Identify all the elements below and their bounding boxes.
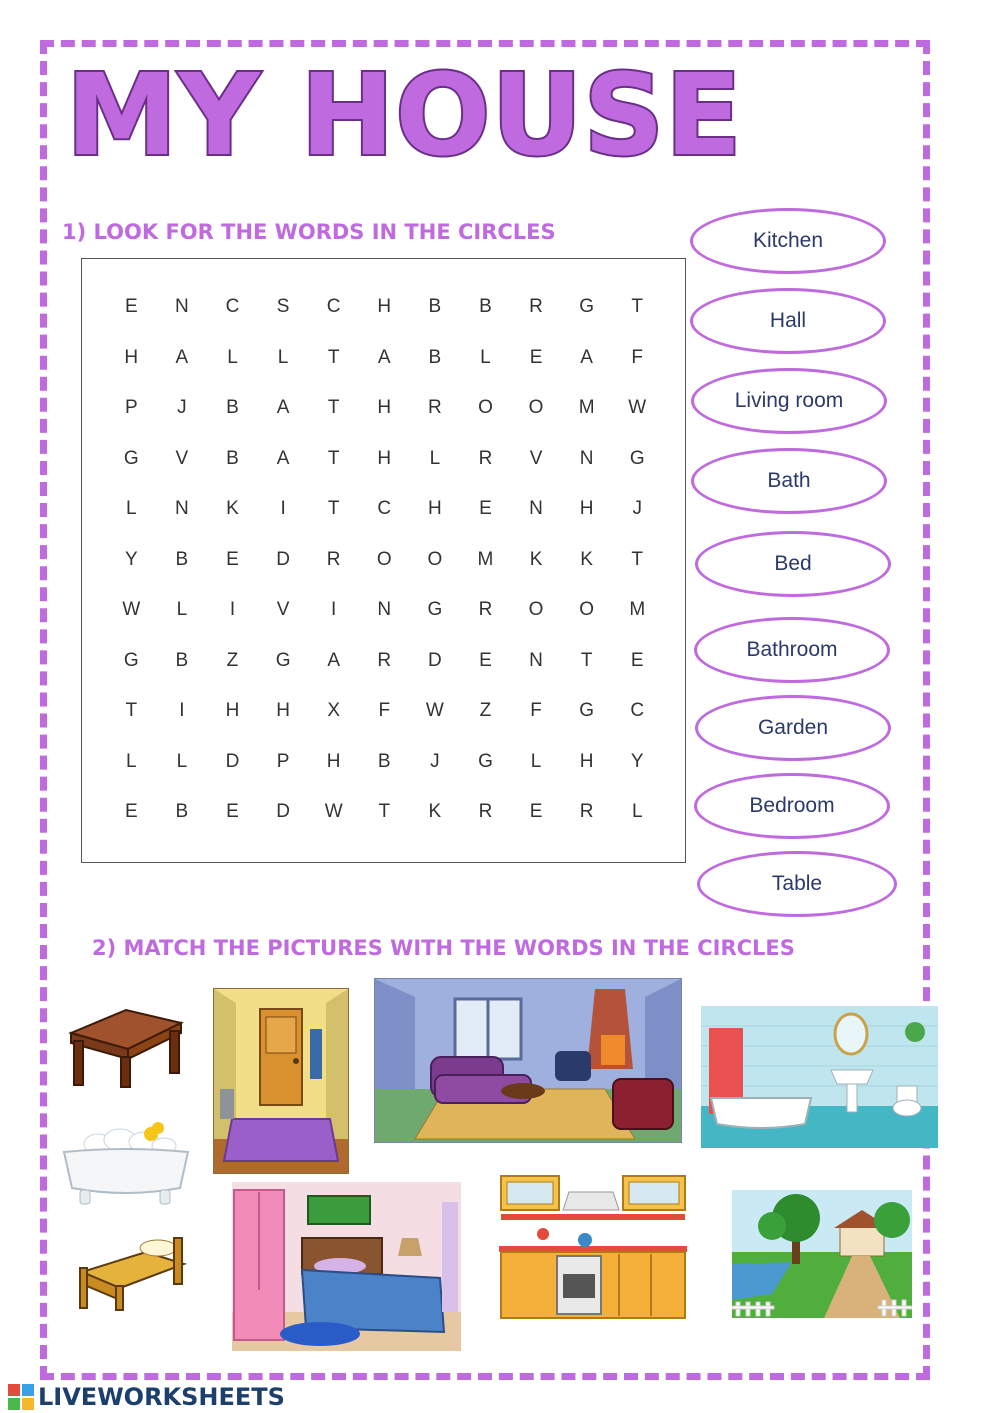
- bathtub-picture[interactable]: [60, 1118, 192, 1210]
- grid-letter[interactable]: H: [427, 498, 442, 520]
- grid-letter[interactable]: T: [631, 548, 644, 570]
- grid-letter[interactable]: D: [276, 801, 290, 823]
- grid-letter[interactable]: L: [631, 801, 643, 823]
- grid-letter[interactable]: W: [425, 700, 444, 722]
- grid-letter[interactable]: B: [479, 296, 492, 318]
- grid-letter[interactable]: L: [429, 447, 441, 469]
- grid-letter[interactable]: L: [176, 599, 188, 621]
- grid-letter[interactable]: Y: [124, 548, 138, 570]
- grid-letter[interactable]: N: [529, 498, 543, 520]
- grid-letter[interactable]: V: [529, 447, 543, 469]
- grid-letter[interactable]: H: [276, 700, 290, 722]
- grid-letter[interactable]: I: [179, 700, 185, 722]
- grid-letter[interactable]: R: [579, 801, 594, 823]
- grid-letter[interactable]: E: [226, 548, 239, 570]
- grid-letter[interactable]: G: [123, 447, 139, 469]
- grid-letter[interactable]: P: [276, 750, 290, 772]
- grid-letter[interactable]: W: [122, 599, 141, 621]
- grid-letter[interactable]: E: [479, 649, 492, 671]
- grid-letter[interactable]: B: [428, 346, 442, 368]
- grid-letter[interactable]: A: [327, 649, 341, 671]
- grid-letter[interactable]: R: [478, 801, 493, 823]
- grid-letter[interactable]: L: [126, 498, 137, 520]
- grid-letter[interactable]: G: [579, 296, 595, 318]
- grid-letter[interactable]: M: [629, 599, 646, 621]
- grid-letter[interactable]: A: [276, 397, 290, 419]
- grid-letter[interactable]: R: [478, 447, 493, 469]
- grid-letter[interactable]: Z: [226, 649, 239, 671]
- grid-letter[interactable]: C: [630, 700, 645, 722]
- grid-letter[interactable]: T: [327, 346, 340, 368]
- grid-letter[interactable]: Z: [479, 700, 492, 722]
- grid-letter[interactable]: R: [478, 599, 493, 621]
- grid-letter[interactable]: L: [227, 346, 238, 368]
- word-oval-table[interactable]: Table: [697, 851, 897, 917]
- grid-letter[interactable]: F: [378, 700, 391, 722]
- grid-letter[interactable]: O: [376, 548, 392, 570]
- grid-letter[interactable]: K: [580, 548, 593, 570]
- grid-letter[interactable]: C: [377, 498, 392, 520]
- grid-letter[interactable]: O: [427, 548, 443, 570]
- word-oval-hall[interactable]: Hall: [690, 288, 886, 354]
- grid-letter[interactable]: M: [578, 397, 595, 419]
- grid-letter[interactable]: R: [427, 397, 442, 419]
- grid-letter[interactable]: E: [479, 498, 492, 520]
- grid-letter[interactable]: L: [480, 346, 491, 368]
- grid-letter[interactable]: B: [175, 801, 189, 823]
- grid-letter[interactable]: I: [280, 498, 286, 520]
- liveworksheets-logo: [8, 1383, 285, 1411]
- grid-letter[interactable]: K: [428, 801, 442, 823]
- grid-letter[interactable]: V: [175, 447, 189, 469]
- grid-letter[interactable]: D: [427, 649, 442, 671]
- grid-letter[interactable]: L: [277, 346, 289, 368]
- grid-letter[interactable]: E: [124, 296, 138, 318]
- liveworksheets-logo-icon: [8, 1384, 34, 1410]
- grid-letter[interactable]: L: [530, 750, 542, 772]
- grid-letter[interactable]: I: [229, 599, 236, 621]
- grid-letter[interactable]: B: [226, 447, 239, 469]
- grid-letter[interactable]: W: [628, 397, 647, 419]
- hall-picture[interactable]: [213, 988, 349, 1174]
- grid-letter[interactable]: N: [579, 447, 594, 469]
- grid-letter[interactable]: V: [276, 599, 290, 621]
- word-oval-bed[interactable]: Bed: [695, 531, 891, 597]
- word-oval-bedroom[interactable]: Bedroom: [694, 773, 890, 839]
- grid-letter[interactable]: N: [175, 498, 189, 520]
- grid-letter[interactable]: E: [124, 801, 138, 823]
- page-title: MY HOUSE: [66, 51, 743, 181]
- grid-letter[interactable]: R: [529, 296, 543, 318]
- instruction-two: 2) MATCH THE PICTURES WITH THE WORDS IN THE CIRCLES: [92, 936, 795, 960]
- grid-letter[interactable]: J: [177, 397, 187, 419]
- grid-letter[interactable]: T: [631, 296, 644, 318]
- grid-letter[interactable]: E: [630, 649, 644, 671]
- grid-letter[interactable]: O: [528, 397, 544, 419]
- grid-letter[interactable]: Y: [630, 750, 644, 772]
- living-room-picture[interactable]: [374, 978, 682, 1143]
- grid-letter[interactable]: L: [176, 750, 188, 772]
- grid-letter[interactable]: A: [377, 346, 391, 368]
- grid-letter[interactable]: B: [377, 750, 391, 772]
- grid-letter[interactable]: G: [579, 700, 595, 722]
- grid-letter[interactable]: H: [377, 447, 392, 469]
- word-oval-living-room[interactable]: Living room: [691, 368, 887, 434]
- grid-letter[interactable]: T: [327, 447, 340, 469]
- grid-letter[interactable]: H: [377, 397, 392, 419]
- grid-letter[interactable]: E: [529, 346, 543, 368]
- grid-letter[interactable]: K: [226, 498, 239, 520]
- word-search-grid: [106, 282, 663, 838]
- grid-letter[interactable]: T: [378, 801, 391, 823]
- grid-letter[interactable]: D: [225, 750, 240, 772]
- table-picture[interactable]: [66, 1005, 184, 1090]
- word-oval-kitchen[interactable]: Kitchen: [690, 208, 886, 274]
- grid-letter[interactable]: G: [275, 649, 291, 671]
- grid-letter[interactable]: K: [529, 548, 543, 570]
- grid-letter[interactable]: T: [125, 700, 138, 722]
- word-oval-bathroom[interactable]: Bathroom: [694, 617, 890, 683]
- grid-letter[interactable]: J: [430, 750, 440, 772]
- grid-letter[interactable]: J: [632, 498, 642, 520]
- grid-letter[interactable]: G: [629, 447, 645, 469]
- grid-letter[interactable]: N: [529, 649, 543, 671]
- grid-letter[interactable]: O: [528, 599, 544, 621]
- grid-letter[interactable]: A: [580, 346, 593, 368]
- grid-letter[interactable]: M: [477, 548, 494, 570]
- grid-letter[interactable]: I: [331, 599, 337, 621]
- grid-letter[interactable]: B: [226, 397, 239, 419]
- bathroom-picture[interactable]: [701, 1006, 938, 1148]
- grid-letter[interactable]: N: [377, 599, 392, 621]
- grid-letter[interactable]: T: [580, 649, 593, 671]
- grid-letter[interactable]: G: [427, 599, 443, 621]
- bed-picture[interactable]: [76, 1228, 188, 1312]
- word-oval-garden[interactable]: Garden: [695, 695, 891, 761]
- grid-letter[interactable]: H: [225, 700, 240, 722]
- grid-letter[interactable]: S: [276, 296, 290, 318]
- grid-letter[interactable]: T: [327, 498, 340, 520]
- grid-letter[interactable]: H: [377, 296, 392, 318]
- grid-letter[interactable]: T: [327, 397, 340, 419]
- grid-letter[interactable]: O: [579, 599, 595, 621]
- grid-letter[interactable]: R: [377, 649, 392, 671]
- grid-letter[interactable]: L: [126, 750, 137, 772]
- logo-text: LIVEWORKSHEETS: [38, 1383, 285, 1411]
- word-oval-bath[interactable]: Bath: [691, 448, 887, 514]
- grid-letter[interactable]: A: [276, 447, 290, 469]
- grid-letter[interactable]: C: [326, 296, 341, 318]
- grid-letter[interactable]: F: [530, 700, 542, 722]
- grid-letter[interactable]: F: [631, 346, 644, 368]
- grid-letter[interactable]: E: [529, 801, 543, 823]
- grid-letter[interactable]: P: [124, 397, 138, 419]
- grid-letter[interactable]: H: [124, 346, 139, 368]
- kitchen-picture[interactable]: [499, 1162, 687, 1324]
- grid-letter[interactable]: G: [478, 750, 493, 772]
- grid-letter[interactable]: B: [175, 649, 189, 671]
- grid-letter[interactable]: W: [324, 801, 343, 823]
- garden-picture[interactable]: [732, 1190, 912, 1318]
- grid-letter[interactable]: B: [175, 548, 189, 570]
- grid-letter[interactable]: H: [579, 750, 594, 772]
- grid-letter[interactable]: B: [428, 296, 442, 318]
- grid-letter[interactable]: X: [327, 700, 341, 722]
- grid-letter[interactable]: A: [175, 346, 189, 368]
- instruction-one: 1) LOOK FOR THE WORDS IN THE CIRCLES: [62, 220, 556, 244]
- grid-letter[interactable]: H: [579, 498, 594, 520]
- bedroom-picture[interactable]: [232, 1182, 461, 1351]
- grid-letter[interactable]: C: [225, 296, 240, 318]
- grid-letter[interactable]: H: [326, 750, 341, 772]
- grid-letter[interactable]: E: [226, 801, 239, 823]
- grid-letter[interactable]: G: [123, 649, 139, 671]
- grid-letter[interactable]: O: [478, 397, 493, 419]
- grid-letter[interactable]: N: [175, 296, 189, 318]
- grid-letter[interactable]: R: [326, 548, 341, 570]
- grid-letter[interactable]: D: [276, 548, 290, 570]
